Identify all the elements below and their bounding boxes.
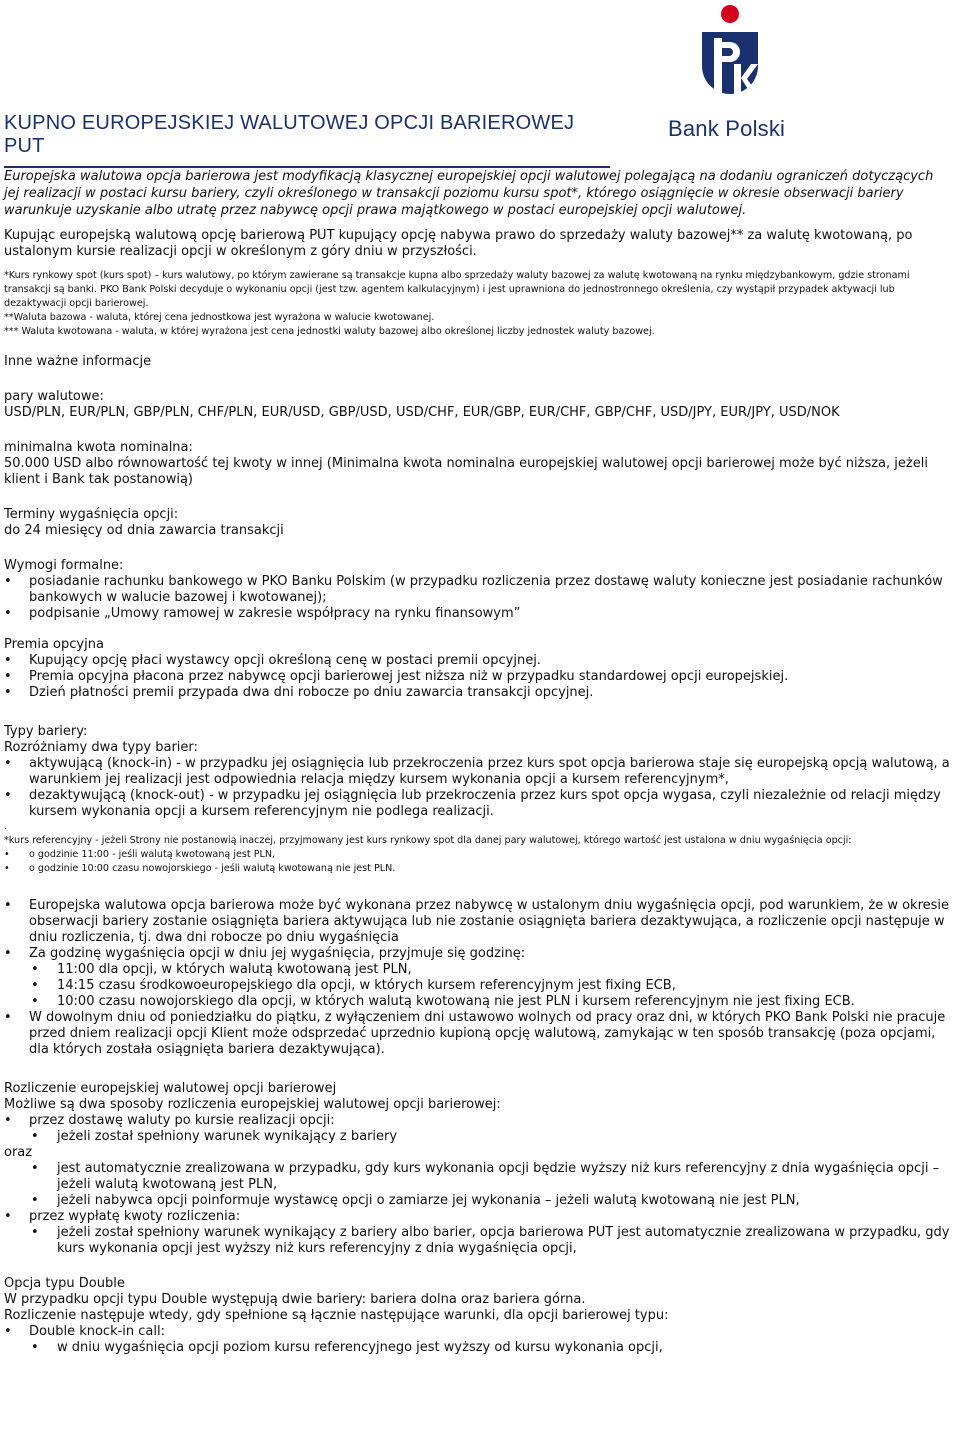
premium-label: Premia opcyjna <box>4 637 104 652</box>
document-body <box>4 168 952 1356</box>
expiry-label: Terminy wygaśnięcia opcji: <box>4 507 179 522</box>
list-item: • o godzinie 10:00 czasu nowojorskiego - jeśli walutą kwotowaną nie jest PLN. <box>29 862 952 876</box>
settlement-list <box>4 1113 952 1145</box>
oraz-text: oraz <box>4 1145 33 1160</box>
pko-logo-icon <box>694 2 766 114</box>
footnote-quote-currency: *** Waluta kwotowana - waluta, w której wyrażona jest cena jednostki waluty bazowej albo określonej liczby jednostek waluty bazowej. <box>4 326 655 337</box>
brand-logo <box>668 2 792 142</box>
double-item-text: Double knock-in call: <box>29 1324 165 1339</box>
list-item: • Europejska walutowa opcja barierowa może być wykonana przez nabywcę w ustalonym dniu wygaśnięcia opcji, pod warunkiem, że w okresie obserwacji bariery zostanie osiągnięta bariera aktywująca lub nie zostanie osiągnięta bariera dezaktywująca, a rozliczenie opcji następuje w dniu rozliczenia, tj. dwa dni robocze po dniu wygaśnięcia <box>29 898 952 946</box>
double-list <box>4 1324 952 1356</box>
list-item <box>29 1113 952 1145</box>
barriers-label: Typy bariery: <box>4 724 88 739</box>
double-line1: W przypadku opcji typu Double występują dwie bariery: bariera dolna oraz bariera górna. <box>4 1292 586 1307</box>
expiry-hour-text: Za godzinę wygaśnięcia opcji w dniu jej wygaśnięcia, przyjmuje się godzinę: <box>29 946 526 961</box>
expiry-hour-list <box>29 962 952 1010</box>
requirements-list <box>4 574 952 622</box>
main-paragraph: Kupując europejską walutową opcję barierową PUT kupujący opcję nabywa prawo do sprzedaży waluty bazowej** za walutę kwotowaną, po ustalonym kursie realizacji opcji w określonym z góry dniu w przyszłości. <box>4 228 913 259</box>
list-item <box>29 1324 952 1356</box>
dot-separator: . <box>4 821 8 832</box>
double-sub-list <box>29 1340 952 1356</box>
settlement-label: Rozliczenie europejskiej walutowej opcji barierowej <box>4 1081 337 1096</box>
expiry-value: do 24 miesięcy od dnia zawarcia transakcji <box>4 523 284 538</box>
delivery-sub-list <box>29 1129 952 1145</box>
minimum-value: 50.000 USD albo równowartość tej kwoty w innej (Minimalna kwota nominalna europejskiej walutowej opcji barierowej może być niższa, jeżeli klient i Bank tak postanowią) <box>4 456 928 487</box>
requirements-label: Wymogi formalne: <box>4 558 124 573</box>
footnote-spot: *Kurs rynkowy spot (kurs spot) – kurs walutowy, po którym zawierane są transakcje kupna albo sprzedaży waluty bazowej za walutę kwotowaną na rynku międzybankowym, gdzie stronami transakcji są banki. PKO Bank Polski decyduje o wykonaniu opcji (jest tzw. agentem kalkulacyjnym) i jest uprawniona do jednostronnego określenia, czy wystąpił przypadek aktywacji lub dezaktywacji opcji barierowej. <box>4 270 910 309</box>
reference-rate-list <box>4 848 952 876</box>
minimum-label: minimalna kwota nominalna: <box>4 440 193 455</box>
list-item: • Kupujący opcję płaci wystawcy opcji określoną cenę w postaci premii opcyjnej. <box>29 653 952 669</box>
list-item: • jeżeli nabywca opcji poinformuje wystawcę opcji o zamiarze jej wykonania – jeżeli walutą kwotowaną nie jest PLN, <box>57 1193 952 1209</box>
page-title: KUPNO EUROPEJSKIEJ WALUTOWEJ OPCJI BARIEROWEJ PUT <box>4 112 610 168</box>
list-item: • jeżeli został spełniony warunek wynikający z bariery <box>57 1129 952 1145</box>
list-item <box>29 946 952 1010</box>
reference-rate-note: *kurs referencyjny - jeżeli Strony nie postanowią inaczej, przyjmowany jest kurs rynkowy spot dla danej pary walutowej, którego wartość jest ustalona w dniu wygaśnięcia opcji: <box>4 835 852 846</box>
settlement-list-cont <box>4 1161 952 1257</box>
list-item: • 11:00 dla opcji, w których walutą kwotowaną jest PLN, <box>57 962 952 978</box>
double-label: Opcja typu Double <box>4 1276 125 1291</box>
list-item: • W dowolnym dniu od poniedziałku do piątku, z wyłączeniem dni ustawowo wolnych od pracy oraz dni, w których PKO Bank Polski nie pracuje przed dniem realizacji opcji Klient może odsprzedać uprzednio kupioną opcję walutową, zamykając w ten sposób transakcję (poza opcjami, dla których została osiągnięta bariera dezaktywująca). <box>29 1010 952 1058</box>
delivery-text: przez dostawę waluty po kursie realizacji opcji: <box>29 1113 335 1128</box>
list-item <box>29 1161 952 1209</box>
list-item: • 10:00 czasu nowojorskiego dla opcji, w których walutą kwotowaną nie jest PLN i kursem referencyjnym nie jest fixing ECB. <box>57 994 952 1010</box>
list-item <box>29 1209 952 1257</box>
pairs-value: USD/PLN, EUR/PLN, GBP/PLN, CHF/PLN, EUR/USD, GBP/USD, USD/CHF, EUR/GBP, EUR/CHF, GBP/CHF, USD/JPY, EUR/JPY, USD/NOK <box>4 405 840 420</box>
list-item: • posiadanie rachunku bankowego w PKO Banku Polskim (w przypadku rozliczenia przez dostawę waluty konieczne jest posiadanie rachunków bankowych w walucie bazowej i kwotowanej); <box>29 574 952 606</box>
list-item: • dezaktywującą (knock-out) - w przypadku jej osiągnięcia lub przekroczenia przez kurs spot opcja wygasa, czyli niezależnie od relacji między kursem wykonania opcji a kursem referencyjnym nie podlega realizacji. <box>29 788 952 820</box>
delivery-sub-list-2 <box>29 1161 952 1209</box>
list-item: • 14:15 czasu środkowoeuropejskiego dla opcji, w których kursem referencyjnym jest fixing ECB, <box>57 978 952 994</box>
list-item: • Dzień płatności premii przypada dwa dni robocze po dniu zawarcia transakcji opcyjnej. <box>29 685 952 701</box>
pairs-label: pary walutowe: <box>4 389 104 404</box>
settlement-intro: Możliwe są dwa sposoby rozliczenia europejskiej walutowej opcji barierowej: <box>4 1097 501 1112</box>
list-item: • jest automatycznie zrealizowana w przypadku, gdy kurs wykonania opcji będzie wyższy niż kurs referencyjny z dnia wygaśnięcia opcji – jeżeli walutą kwotowaną jest PLN, <box>57 1161 952 1193</box>
list-item: • aktywującą (knock-in) - w przypadku jej osiągnięcia lub przekroczenia przez kurs spot opcja barierowa staje się europejską opcją walutową, a warunkiem jej realizacji jest odpowiednia relacja między kursem wykonania opcji a kursem referencyjnym*, <box>29 756 952 788</box>
barriers-list <box>4 756 952 820</box>
list-item: • w dniu wygaśnięcia opcji poziom kursu referencyjnego jest wyższy od kursu wykonania opcji, <box>57 1340 952 1356</box>
info-heading: Inne ważne informacje <box>4 354 152 369</box>
cash-text: przez wypłatę kwoty rozliczenia: <box>29 1209 241 1224</box>
double-line2: Rozliczenie następuje wtedy, gdy spełnione są łącznie następujące warunki, dla opcji barierowej typu: <box>4 1308 669 1323</box>
list-item: • podpisanie „Umowy ramowej w zakresie współpracy na rynku finansowym” <box>29 606 952 622</box>
cash-sub-list <box>29 1225 952 1257</box>
exercise-list <box>4 898 952 1058</box>
brand-name: Bank Polski <box>668 116 786 141</box>
intro-paragraph: Europejska walutowa opcja barierowa jest modyfikacją klasycznej europejskiej opcji walutowej polegającą na dodaniu ograniczeń dotyczących jej realizacji w postaci kursu bariery, czyli określonego w transakcji poziomu kursu spot*, którego osiągnięcie w okresie obserwacji bariery warunkuje uzyskanie albo utratę przez nabywcę opcji prawa majątkowego w postaci europejskiej opcji walutowej. <box>4 169 934 218</box>
list-item: • jeżeli został spełniony warunek wynikający z bariery albo barier, opcja barierowa PUT jest automatycznie zrealizowana w przypadku, gdy kurs wykonania opcji jest wyższy niż kurs referencyjny z dnia wygaśnięcia opcji, <box>57 1225 952 1257</box>
premium-list <box>4 653 952 701</box>
footnote-base-currency: **Waluta bazowa - waluta, której cena jednostkowa jest wyrażona w walucie kwotowanej. <box>4 312 435 323</box>
list-item: • o godzinie 11:00 - jeśli walutą kwotowaną jest PLN, <box>29 848 952 862</box>
list-item: • Premia opcyjna płacona przez nabywcę opcji barierowej jest niższa niż w przypadku standardowej opcji europejskiej. <box>29 669 952 685</box>
barriers-intro: Rozróżniamy dwa typy barier: <box>4 740 198 755</box>
